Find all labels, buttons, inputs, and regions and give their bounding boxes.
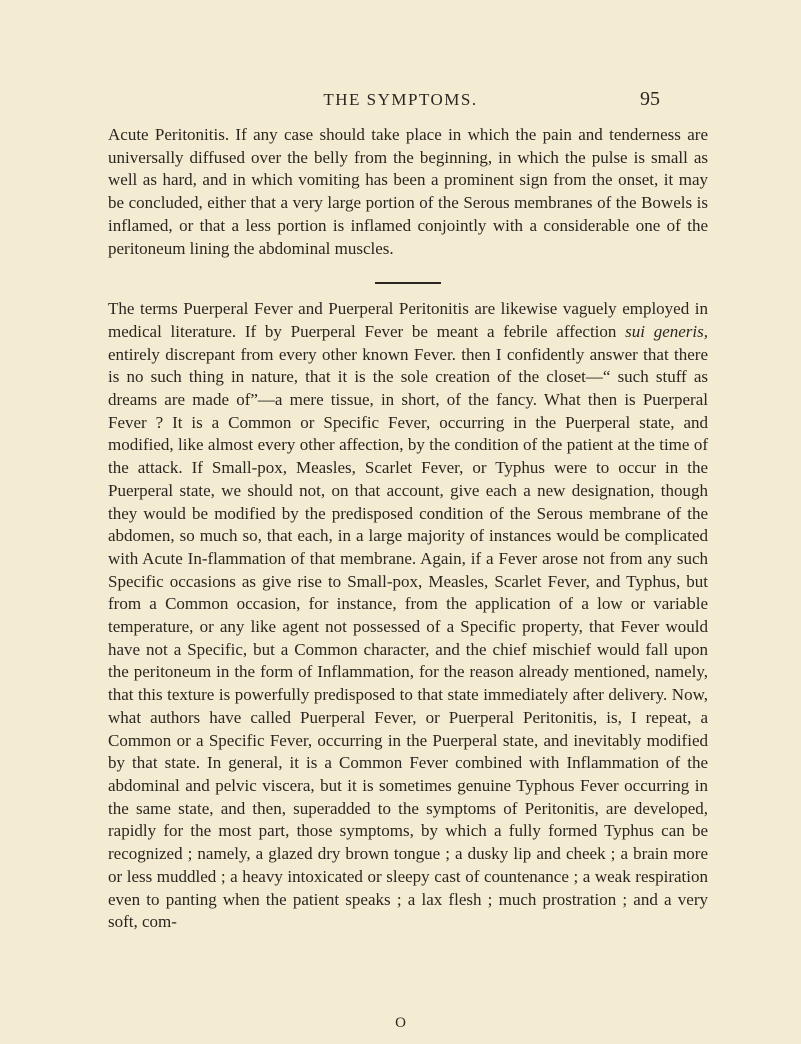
body-text [108,124,708,934]
running-head: THE SYMPTOMS. [323,90,478,109]
signature-mark: O [395,1015,406,1031]
page-header [0,88,801,118]
paragraph-text-rest: entirely discrepant from every other known Fever. then I confidently answer that there is no such thing in nature, that it is the sole creation of the closet—“ such stuff as dreams are made of”—a mere tissue, in short, of the fancy. What then is Puerperal Fever ? It is a Common or Specific Fever, occurring in the Puerperal state, and modified, like almost every other affection, by the condition of the patient at the time of the attack. If Small-pox, Measles, Scarlet Fever, or Typhus were to occur in the Puerperal state, we should not, on that account, give each a new designation, though they would be modified by the predisposed condition of the Serous membrane of the abdomen, so much so, that each, in a large majority of instances would be complicated with Acute In-flammation of that membrane. Again, if a Fever arose not from any such Specific occasions as give rise to Small-pox, Measles, Scarlet Fever, and Typhus, but from a Common occasion, for instance, from the application of a low or variable temperature, or any like agent not possessed of a Specific property, that Fever would have not a Specific, but a Common character, and the chief mischief would fall upon the peritoneum in the form of Inflammation, for the reason already mentioned, namely, that this texture is powerfully predisposed to that state immediately after delivery. Now, what authors have called Puerperal Fever, or Puerperal Peritonitis, is, I repeat, a Common or a Specific Fever, occurring in the Puerperal state, and inevitably modified by that state. In general, it is a Common Fever combined with Inflammation of the abdominal and pelvic viscera, but it is sometimes genuine Typhous Fever occurring in the same state, and then, superadded to the symptoms of Peritonitis, are developed, rapidly for the most part, those symptoms, by which a fully formed Typhus can be recognized ; namely, a glazed dry brown tongue ; a dusky lip and cheek ; a brain more or less muddled ; a heavy intoxicated or sleepy cast of countenance ; a weak respiration even to panting when the patient speaks ; a lax flesh ; much prostration ; and a very soft, com- [108,344,708,932]
page-number: 95 [640,88,660,110]
paragraph-acute-peritonitis: Acute Peritonitis. If any case should take place in which the pain and tenderness are universally diffused over the belly from the beginning, in which the pulse is small as well as hard, and in which vomiting has been a prominent sign from the onset, it may be concluded, either that a very large portion of the Serous membranes of the Bowels is inflamed, or that a less portion is inflamed conjointly with a considerable one of the peritoneum lining the abdominal muscles. [108,125,708,258]
paragraph-puerperal-fever [108,298,708,934]
section-divider [375,282,441,284]
italic-phrase: sui generis, [625,321,708,341]
paragraph-text-start: The terms Puerperal Fever and Puerperal Peritonitis are likewise vaguely employed in medical literature. If by Puerperal Fever be meant a febrile affection [108,299,708,341]
